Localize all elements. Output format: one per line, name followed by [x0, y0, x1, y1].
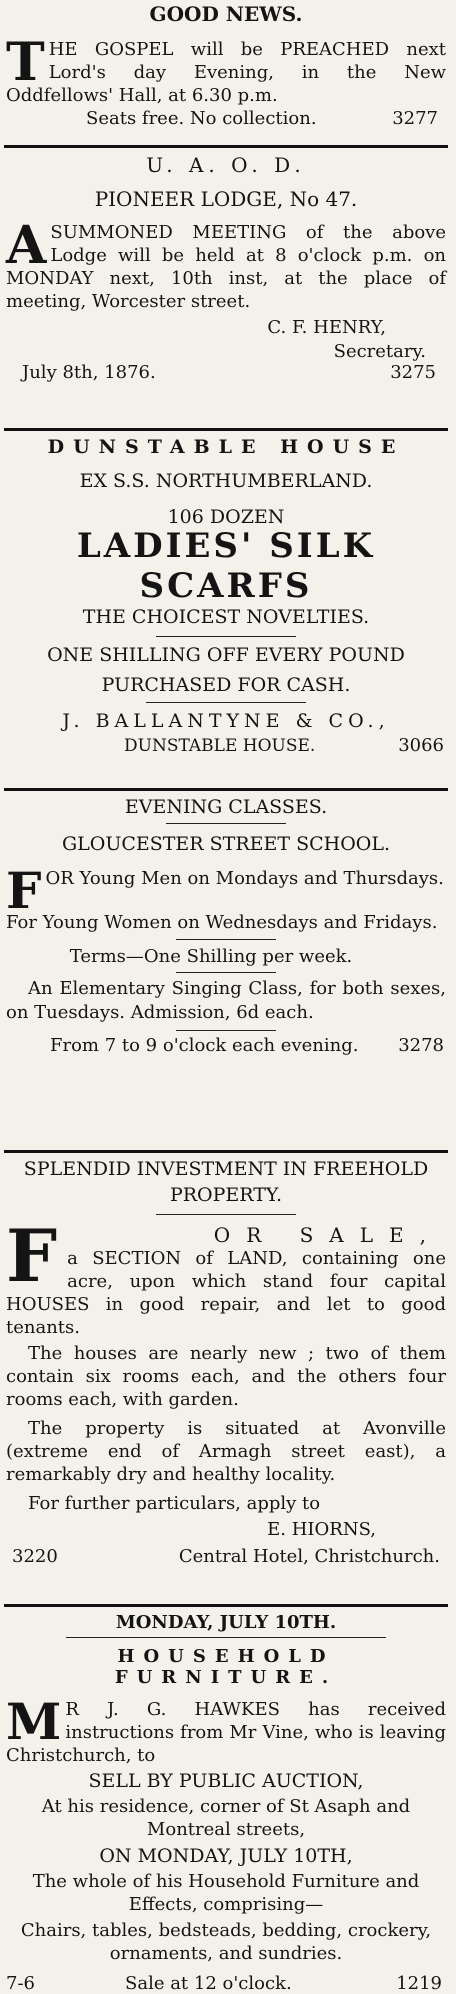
- ad-body: Chairs, tables, bedsteads, bedding, crockery, ornaments, and sundries.: [20, 1920, 432, 1964]
- ad-body: M R J. G. HAWKES has received instructions from Mr Vine, who is leaving Christchurch, to: [6, 1692, 446, 1766]
- ad-heading: DUNSTABLE HOUSE: [47, 436, 405, 458]
- drop-cap: M: [6, 1692, 62, 1751]
- for-sale-label: OR SALE,: [213, 1223, 442, 1247]
- ad-line: SELL BY PUBLIC AUCTION,: [88, 1770, 364, 1792]
- ad-body: An Elementary Singing Class, for both sexes, on Tuesdays. Admission, 6d each.: [6, 978, 446, 1023]
- signatory: C. F. HENRY,: [267, 317, 386, 338]
- firm-address: DUNSTABLE HOUSE.: [124, 736, 316, 756]
- column-rule: [4, 428, 448, 431]
- short-rule: [176, 972, 276, 973]
- ad-body: The houses are nearly new ; two of them contain six rooms each, and the others four rooms each, with garden.: [6, 1343, 446, 1410]
- ad-body: The whole of his Household Furniture and Effects, comprising—: [32, 1871, 420, 1915]
- agent-address: Central Hotel, Christchurch.: [178, 1546, 440, 1567]
- short-rule: [176, 939, 276, 940]
- ad-heading: U. A. O. D.: [146, 153, 306, 177]
- short-rule: [166, 823, 286, 824]
- agent-name: E. HIORNS,: [267, 1519, 376, 1540]
- ad-body: F OR Young Men on Mondays and Thursdays.: [6, 861, 444, 920]
- ad-date: July 8th, 1876.: [22, 362, 156, 383]
- short-rule: [156, 1214, 296, 1215]
- ad-line: PURCHASED FOR CASH.: [101, 674, 351, 696]
- ad-body: For Young Women on Wednesdays and Fridays.: [6, 912, 438, 933]
- firm-name: J. BALLANTYNE & CO.,: [62, 710, 390, 732]
- ad-subheading: PIONEER LODGE, No 47.: [94, 187, 358, 211]
- freehold-property-ad: [6, 1156, 446, 1567]
- short-rule: [156, 636, 296, 637]
- lodge-meeting-ad: [6, 153, 446, 383]
- short-rule: [176, 1030, 276, 1031]
- ad-line: THE CHOICEST NOVELTIES.: [82, 606, 370, 628]
- ad-line: EX S.S. NORTHUMBERLAND.: [79, 470, 373, 492]
- sale-time: Sale at 12 o'clock.: [125, 1973, 292, 1994]
- ad-terms: Terms—One Shilling per week.: [69, 946, 353, 967]
- ad-number: 3278: [398, 1035, 444, 1056]
- ad-heading: EVENING CLASSES.: [124, 796, 328, 818]
- ad-hours: From 7 to 9 o'clock each evening.: [50, 1035, 359, 1056]
- ad-line: ONE SHILLING OFF EVERY POUND: [47, 644, 405, 666]
- ad-line: ON MONDAY, JULY 10TH,: [99, 1845, 353, 1867]
- ad-footer: Seats free. No collection.: [86, 108, 317, 129]
- ad-body: The property is situated at Avonville (extreme end of Armagh street east), a remarkably dry and healthy locality.: [6, 1418, 446, 1485]
- short-rule: [66, 1637, 386, 1638]
- ad-number: 3220: [12, 1546, 58, 1567]
- ad-code: 7-6: [6, 1973, 35, 1994]
- short-rule: [146, 702, 306, 703]
- column-rule: [4, 145, 448, 148]
- ad-subheading: GLOUCESTER STREET SCHOOL.: [61, 833, 391, 855]
- ad-number: 3277: [392, 108, 438, 129]
- column-rule: [4, 788, 448, 791]
- ad-line: 106 DOZEN: [167, 506, 285, 528]
- ad-body: At his residence, corner of St Asaph and Montreal streets,: [41, 1796, 411, 1840]
- column-rule: [4, 1150, 448, 1153]
- ad-body: A SUMMONED MEETING of the above Lodge will be held at 8 o'clock p.m. on MONDAY next, 10th inst, at the place of meeting, Worcester street.: [6, 215, 446, 312]
- drop-cap: T: [6, 32, 45, 93]
- drop-cap: A: [6, 215, 47, 276]
- ad-number: 1219: [396, 1973, 442, 1994]
- ad-number: 3066: [398, 735, 444, 756]
- drop-cap: F: [6, 1213, 58, 1298]
- ad-heading: HOUSEHOLD FURNITURE.: [114, 1646, 338, 1688]
- evening-classes-ad: [6, 796, 446, 1056]
- ad-body: F OR SALE, a SECTION of LAND, containing one acre, upon which stand four capital HOUSES in good repair, and let to good tenants.: [6, 1213, 446, 1338]
- column-rule: [4, 1604, 448, 1607]
- dunstable-house-ad: [6, 436, 446, 756]
- ad-body: T HE GOSPEL will be PREACHED next Lord's day Evening, in the New Oddfellows' Hall, at 6.30 p.m.: [6, 32, 446, 106]
- signatory-title: Secretary.: [333, 341, 426, 362]
- ad-body: For further particulars, apply to: [28, 1493, 321, 1514]
- ad-heading: GOOD NEWS.: [149, 2, 303, 26]
- drop-cap: F: [6, 861, 42, 920]
- good-news-ad: [6, 2, 446, 129]
- ad-date-heading: MONDAY, JULY 10TH.: [115, 1612, 337, 1633]
- ad-display-line: LADIES' SILK SCARFS: [76, 526, 376, 606]
- ad-number: 3275: [390, 362, 436, 383]
- household-furniture-ad: [6, 1612, 446, 1994]
- ad-heading: SPLENDID INVESTMENT IN FREEHOLD PROPERTY.: [23, 1158, 429, 1206]
